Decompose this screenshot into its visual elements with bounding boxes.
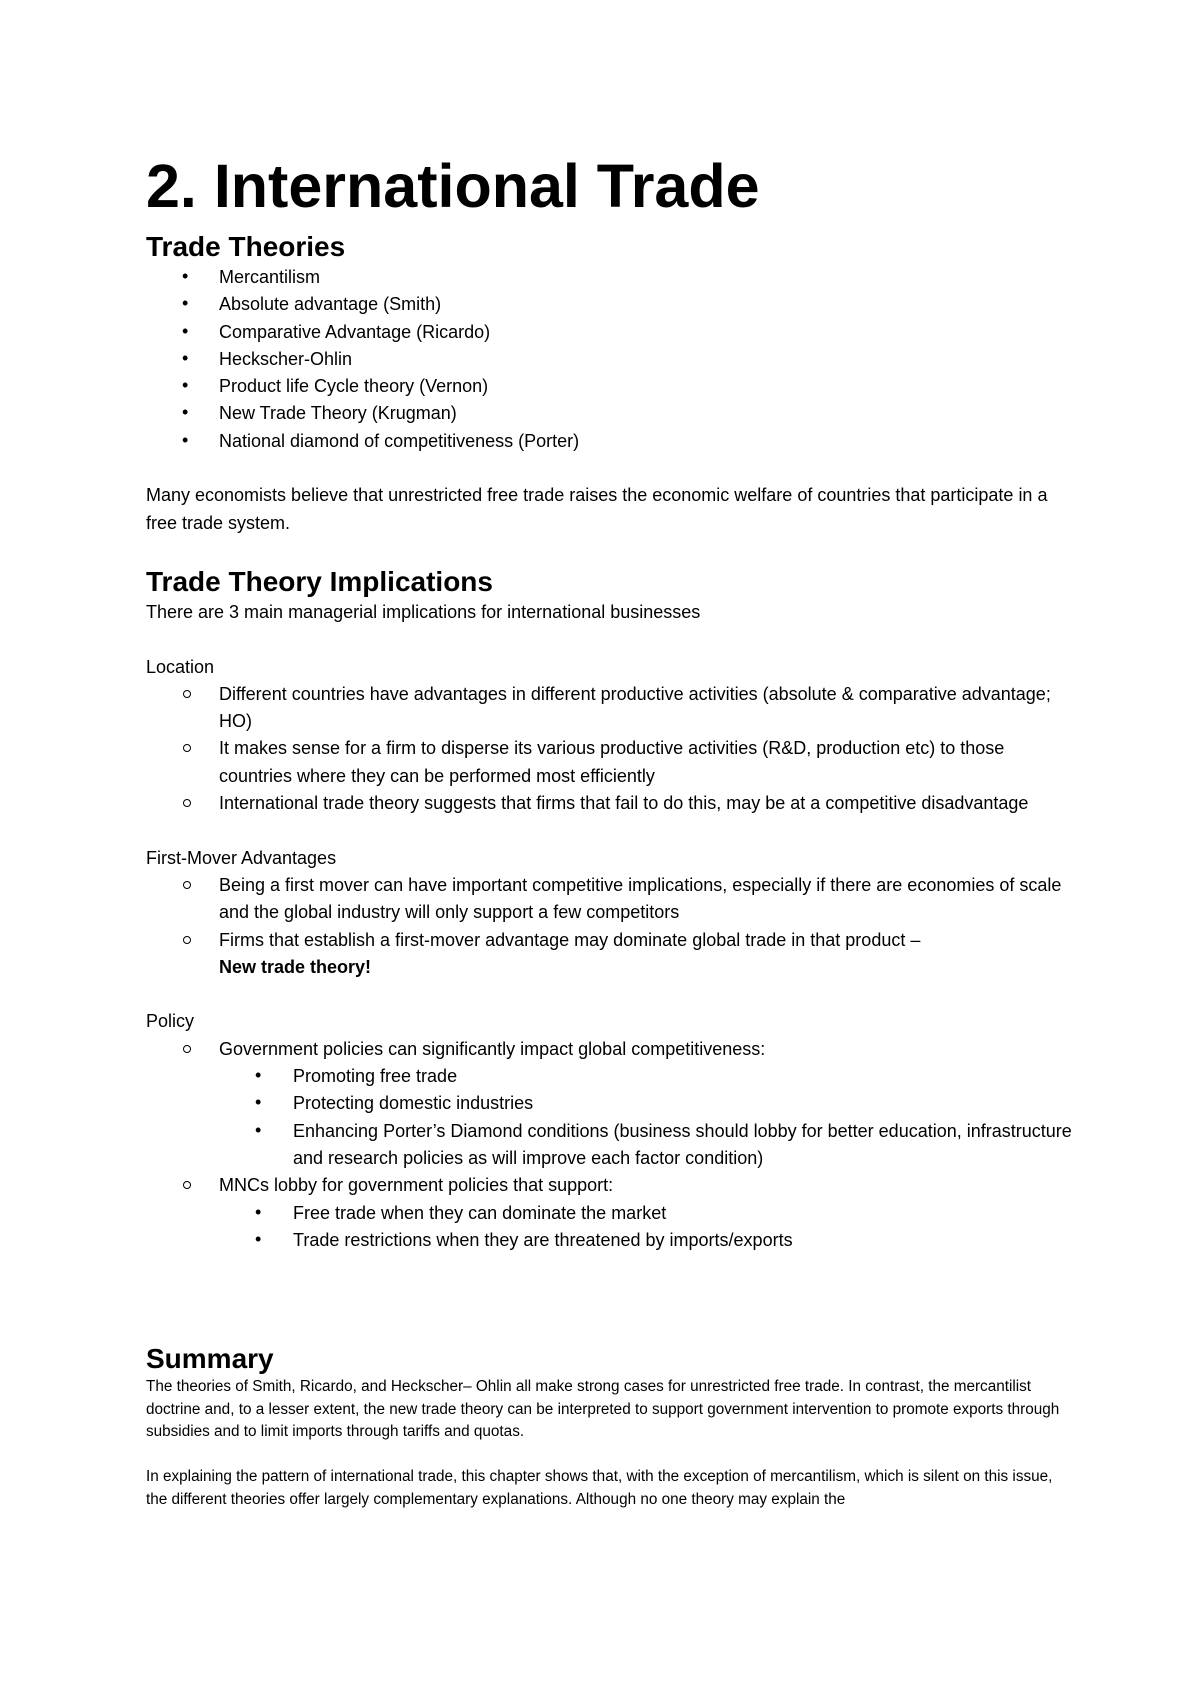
free-trade-paragraph: Many economists believe that unrestricted free trade raises the economic welfare of countries that participate in a free trade system.: [146, 485, 1048, 533]
list-item: It makes sense for a firm to disperse its various productive activities (R&D, production etc) to those countries where they can be performed most efficiently: [146, 735, 1076, 790]
bullet-icon: •: [255, 1065, 262, 1086]
bullet-icon: •: [182, 347, 189, 368]
circle-bullet-icon: [183, 1181, 191, 1189]
bullet-icon: •: [255, 1092, 262, 1113]
list-item: International trade theory suggests that firms that fail to do this, may be at a competitive disadvantage: [146, 790, 1076, 817]
page-title: 2. International Trade: [146, 152, 760, 220]
list-item: • Protecting domestic industries: [255, 1092, 534, 1114]
new-trade-theory-emphasis: New trade theory!: [219, 956, 372, 977]
bullet-icon: •: [182, 293, 189, 314]
list-item: Being a first mover can have important competitive implications, especially if there are economies of scale and the global industry will only support a few competitors: [146, 872, 1076, 927]
bullet-icon: •: [182, 266, 189, 286]
list-item: Different countries have advantages in different productive activities (absolute & comparative advantage; HO): [146, 681, 1076, 736]
circle-bullet-icon: [183, 936, 191, 944]
bullet-icon: •: [182, 402, 189, 423]
trade-theories-list: [146, 264, 1076, 455]
list-item: Firms that establish a first-mover advantage may dominate global trade in that product – New trade theory!: [146, 927, 1076, 982]
summary-heading: Summary: [146, 1343, 274, 1375]
location-list: [146, 681, 1076, 817]
trade-theories-heading: Trade Theories: [146, 231, 346, 262]
document-page: [146, 150, 1076, 1511]
list-item: • Absolute advantage (Smith): [182, 293, 442, 315]
summary-paragraph-1: The theories of Smith, Ricardo, and Heckscher– Ohlin all make strong cases for unrestricted free trade. In contrast, the mercantilist doctrine and, to a lesser extent, the new trade theory can be interpreted to support government intervention to promote exports through subsidies and to limit imports through tariffs and quotas.: [146, 1378, 1060, 1441]
circle-bullet-icon: [183, 744, 191, 752]
bullet-icon: •: [182, 429, 189, 450]
first-mover-list: [146, 872, 1076, 981]
circle-bullet-icon: [183, 881, 191, 889]
list-item: Government policies can significantly impact global competitiveness:: [146, 1036, 1076, 1063]
list-item: • Free trade when they can dominate the market: [255, 1201, 667, 1223]
list-item: • Enhancing Porter’s Diamond conditions (business should lobby for better education, infrastructure and research policies as will improve each factor condition): [255, 1119, 1072, 1168]
circle-bullet-icon: [183, 690, 191, 698]
list-item: • Comparative Advantage (Ricardo): [182, 320, 491, 342]
list-item: • New Trade Theory (Krugman): [182, 402, 457, 424]
bullet-icon: •: [182, 375, 189, 396]
implications-heading: Trade Theory Implications: [146, 565, 493, 597]
circle-bullet-icon: [183, 799, 191, 807]
bullet-icon: •: [255, 1201, 262, 1222]
first-mover-label: First-Mover Advantages: [146, 847, 337, 868]
policy-label: Policy: [146, 1011, 195, 1032]
bullet-icon: •: [255, 1119, 262, 1140]
list-item: • Mercantilism: [182, 266, 321, 287]
bullet-icon: •: [255, 1228, 262, 1249]
list-item: • Promoting free trade: [255, 1065, 458, 1087]
bullet-icon: •: [182, 320, 189, 341]
list-item: • National diamond of competitiveness (Porter): [182, 429, 580, 451]
list-item: MNCs lobby for government policies that support:: [146, 1172, 1076, 1199]
summary-section: [146, 1342, 1076, 1511]
summary-paragraph-2: In explaining the pattern of international trade, this chapter shows that, with the exception of mercantilism, which is silent on this issue, the different theories offer largely complementary explanations. Although no one theory may explain the: [146, 1468, 1053, 1508]
list-item: • Trade restrictions when they are threatened by imports/exports: [255, 1228, 793, 1250]
list-item: • Heckscher-Ohlin: [182, 347, 353, 369]
list-item: • Product life Cycle theory (Vernon): [182, 375, 489, 397]
implications-intro: There are 3 main managerial implications for international businesses: [146, 601, 701, 622]
location-label: Location: [146, 656, 215, 677]
policy-list: [146, 1036, 1076, 1254]
circle-bullet-icon: [183, 1045, 191, 1053]
